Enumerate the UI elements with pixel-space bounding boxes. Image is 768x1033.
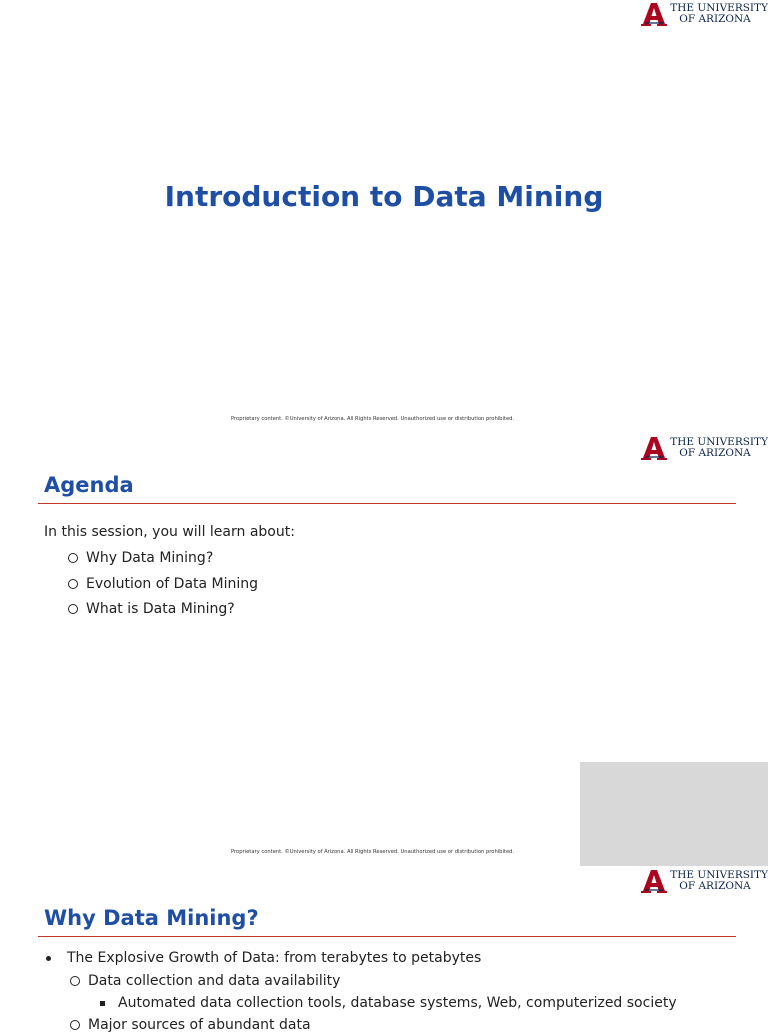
bullet-text: Automated data collection tools, database systems, Web, computerized society [118,995,677,1011]
logo-line-2: OF ARIZONA [679,880,751,892]
video-placeholder [580,762,768,866]
circle-bullet-icon [68,579,78,589]
arizona-a-logo-icon [641,869,667,893]
university-logo [641,436,768,460]
logo-line-1: THE UNIVERSITY [670,436,768,448]
university-logo [641,869,768,893]
bullet-text: The Explosive Growth of Data: from terabytes to petabytes [67,950,482,966]
list-item [68,576,258,602]
list-item [68,601,258,627]
heading-divider [38,936,736,937]
circle-bullet-icon [70,976,80,986]
why-data-mining-slide [0,866,768,1033]
agenda-intro: In this session, you will learn about: [44,524,295,540]
agenda-item-label: Why Data Mining? [86,550,214,566]
heading-divider [38,503,736,504]
logo-line-2: OF ARIZONA [679,447,751,459]
copyright-footer: Proprietary content. ©University of Arizona. All Rights Reserved. Unauthorized use or distribution prohibited. [231,416,515,422]
list-item [70,973,340,989]
list-item [68,550,258,576]
list-item [70,1017,311,1033]
copyright-footer: Proprietary content. ©University of Arizona. All Rights Reserved. Unauthorized use or distribution prohibited. [231,849,515,855]
logo-line-1: THE UNIVERSITY [670,869,768,881]
title-slide [0,0,768,433]
agenda-item-label: What is Data Mining? [86,601,235,617]
list-item [100,995,677,1011]
agenda-item-label: Evolution of Data Mining [86,575,259,592]
arizona-a-logo-icon [641,2,667,26]
circle-bullet-icon [70,1020,80,1030]
circle-bullet-icon [68,604,78,614]
circle-bullet-icon [68,553,78,563]
logo-line-2: OF ARIZONA [679,13,751,25]
agenda-slide [0,433,768,866]
agenda-list [68,550,258,627]
why-heading: Why Data Mining? [44,906,259,930]
university-logo [641,2,768,26]
presentation-title: Introduction to Data Mining [164,180,604,213]
agenda-heading: Agenda [44,473,134,497]
bullet-text: Data collection and data availability [88,973,341,989]
bullet-text: Major sources of abundant data [88,1017,311,1033]
dot-bullet-icon [46,956,51,961]
logo-line-1: THE UNIVERSITY [670,2,768,14]
square-bullet-icon [100,1001,105,1006]
list-item [46,950,481,966]
arizona-a-logo-icon [641,436,667,460]
